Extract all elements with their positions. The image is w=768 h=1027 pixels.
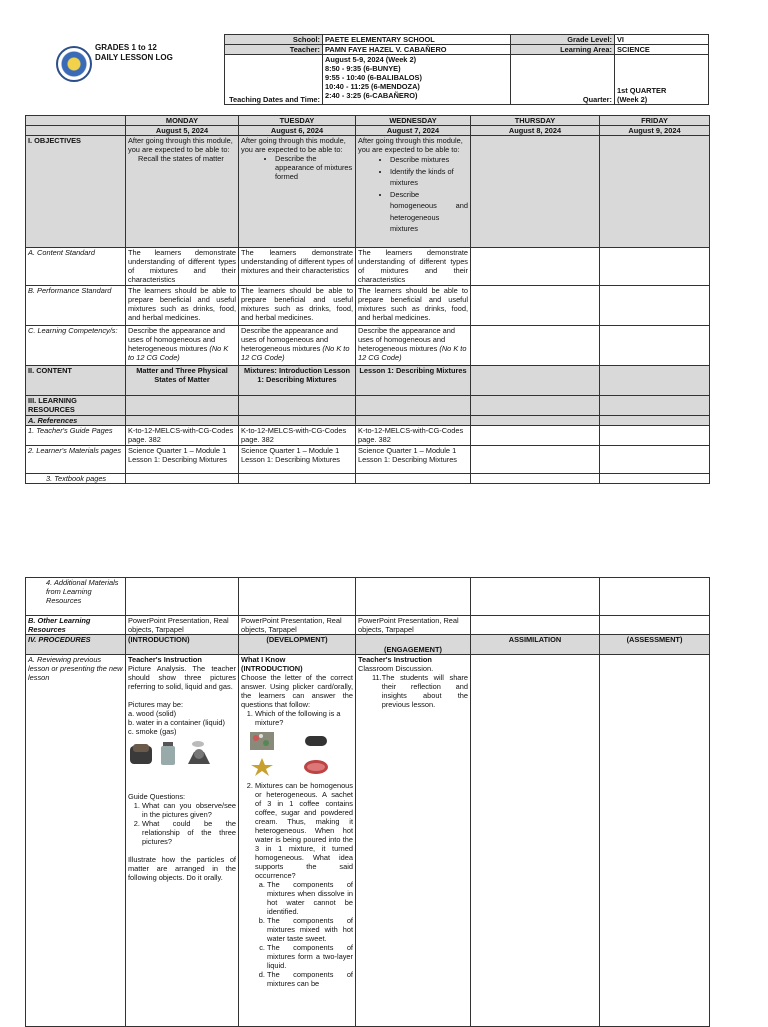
empty-cell [356,578,471,616]
empty-cell [471,616,600,635]
content-standard-tue: The learners demonstrate understanding of different types of mixtures and their characteristics [239,248,356,286]
performance-standard-label: B. Performance Standard [26,286,126,326]
objectives-tuesday [239,136,356,248]
mixture-option-image [249,731,275,751]
school-value: PAETE ELEMENTARY SCHOOL [323,35,511,45]
empty-cell [126,474,239,484]
phase-monday: (INTRODUCTION) [126,635,239,655]
competency-wed [356,326,471,366]
empty-cell [471,655,600,1027]
date-line: August 5-9, 2024 (Week 2) [325,55,417,64]
review-label: A. Reviewing previous lesson or presenting the new lesson [26,655,126,1027]
mon-heading: Teacher's Instruction [128,655,202,664]
content-standard-wed: The learners demonstrate understanding of different types of mixtures and their characteristics [356,248,471,286]
empty-cell [471,326,600,366]
performance-standard-wed: The learners should be able to prepare beneficial and useful mixtures such as drinks, food, and herbal medicines. [356,286,471,326]
log-title-block [95,43,173,63]
corner-cell [26,116,126,126]
empty-cell [471,286,600,326]
day-friday: FRIDAY [600,116,710,126]
objectives-label: I. OBJECTIVES [26,136,126,248]
empty-cell [126,416,239,426]
content-monday: Matter and Three Physical States of Matter [126,366,239,396]
main-table-page2 [25,577,710,1027]
review-monday [126,655,239,1027]
review-tuesday [239,655,356,1027]
wed-numbered-item [358,673,468,709]
competency-text: Describe the appearance and uses of homogeneous and heterogeneous mixtures [241,326,338,353]
competency-label: C. Learning Competency/s: [26,326,126,366]
deped-seal-logo [56,46,92,82]
empty-cell [239,578,356,616]
day-thursday: THURSDAY [471,116,600,126]
empty-cell [600,426,710,446]
textbook-label: 3. Textbook pages [26,474,126,484]
quarter-week: (Week 2) [617,95,648,104]
guide-questions-label: Guide Questions: [128,792,186,801]
mixture-option-image [249,757,275,777]
competency-text: Describe the appearance and uses of homogeneous and heterogeneous mixtures [128,326,225,353]
objectives-monday [126,136,239,248]
empty-cell [600,396,710,416]
other-tuesday: PowerPoint Presentation, Real objects, Tarpapel [239,616,356,635]
phase-tuesday: (DEVELOPMENT) [239,635,356,655]
phase-friday: (ASSESSMENT) [600,635,710,655]
day-wednesday: WEDNESDAY [356,116,471,126]
grade-label: Grade Level: [511,35,615,45]
tg-wednesday: K-to-12-MELCS-with-CG-Codes page. 382 [356,426,471,446]
quarter-label: Quarter: [511,55,615,105]
obj-intro: After going through this module, you are expected to be able to: [358,136,463,154]
empty-cell [471,416,600,426]
empty-cell [471,366,600,396]
empty-cell [600,248,710,286]
mon-pictures-label: Pictures may be: [128,700,184,709]
empty-cell [600,326,710,366]
procedures-label: IV. PROCEDURES [26,635,126,655]
smoke-kettle-image [182,740,212,766]
grades-label: GRADES 1 to 12 [95,43,157,52]
area-value: SCIENCE [615,45,709,55]
guide-question: 1. What can you observe/see in the pictures given? [142,801,236,819]
empty-cell [471,578,600,616]
obj-intro: After going through this module, you are expected to be able to: [128,136,233,154]
log-title: DAILY LESSON LOG [95,53,173,62]
other-resources-label: B. Other Learning Resources [26,616,126,635]
content-wednesday: Lesson 1: Describing Mixtures [356,366,471,396]
performance-standard-mon: The learners should be able to prepare beneficial and useful mixtures such as drinks, food, and herbal medicines. [126,286,239,326]
content-tuesday: Mixtures: Introduction Lesson 1: Describing Mixtures [239,366,356,396]
tue-question: 1. Which of the following is a mixture? [255,709,353,727]
main-table-page1 [25,115,710,484]
empty-cell [239,474,356,484]
date-monday: August 5, 2024 [126,126,239,136]
answer-option: b. The components of mixtures mixed with hot water taste sweet. [267,916,353,943]
objectives-wednesday [356,136,471,248]
obj-intro: After going through this module, you are expected to be able to: [241,136,346,154]
dates-label: Teaching Dates and Time: [225,55,323,105]
resources-label: III. LEARNING RESOURCES [26,396,126,416]
mon-list-item: a. wood (solid) [128,709,177,718]
phase-thursday: ASSIMILATION [471,635,600,655]
competency-note: (No K to 12 CG Code) [128,344,229,362]
objectives-friday [600,136,710,248]
empty-cell [600,474,710,484]
teacher-label: Teacher: [225,45,323,55]
tg-monday: K-to-12-MELCS-with-CG-Codes page. 382 [126,426,239,446]
empty-cell [600,366,710,396]
answer-option: d. The components of mixtures can be [267,970,353,988]
obj-item: • Describe the appearance of mixtures formed [275,154,353,181]
lm-monday: Science Quarter 1 – Module 1 Lesson 1: Describing Mixtures [126,446,239,474]
mon-list-item: c. smoke (gas) [128,727,177,736]
date-friday: August 9, 2024 [600,126,710,136]
empty-cell [471,446,600,474]
phase-wednesday: (ENGAGEMENT) [356,635,471,655]
wed-paragraph: Classroom Discussion. [358,664,434,673]
teachers-guide-label: 1. Teacher's Guide Pages [26,426,126,446]
other-wednesday: PowerPoint Presentation, Real objects, Tarpapel [356,616,471,635]
obj-monday-item: Recall the states of matter [138,154,224,163]
learners-materials-label: 2. Learner's Materials pages [26,446,126,474]
mon-paragraph: Picture Analysis. The teacher should show three pictures referring to solid, liquid and gas. [128,664,236,691]
content-standard-label: A. Content Standard [26,248,126,286]
wed-item-number: 11. [372,673,382,682]
mixture-option-image [303,731,329,751]
obj-item: • Identify the kinds of mixtures [390,166,468,189]
tue-question: 2. Mixtures can be homogenous or heterogeneous. A sachet of 3 in 1 coffee contains coffee, sugar and powdered cream. Thus, making it heterogeneous. When hot water is being poured into the 3 in 1 mixture, it turned homogeneous. What idea supports the said occurrence? [255,781,353,880]
empty-cell [600,616,710,635]
review-wednesday [356,655,471,1027]
empty-cell [356,416,471,426]
empty-cell [471,474,600,484]
empty-cell [600,446,710,474]
day-tuesday: TUESDAY [239,116,356,126]
other-monday: PowerPoint Presentation, Real objects, Tarpapel [126,616,239,635]
answer-option: c. The components of mixtures form a two-layer liquid. [267,943,353,970]
grade-value: VI [615,35,709,45]
mixture-pictures [249,731,345,777]
competency-note: (No K to 12 CG Code) [241,344,350,362]
competency-text: Describe the appearance and uses of homogeneous and heterogeneous mixtures [358,326,455,353]
time-line: 9:55 - 10:40 (6-BALIBALOS) [325,73,422,82]
corner-cell [26,126,126,136]
date-wednesday: August 7, 2024 [356,126,471,136]
empty-cell [471,248,600,286]
header-table [224,34,709,105]
obj-item: • Describe homogeneous and heterogeneous mixtures [390,189,468,235]
mon-illustrate-text: Illustrate how the particles of matter are arranged in the following objects. Do it orally. [128,855,236,882]
empty-cell [239,416,356,426]
school-label: School: [225,35,323,45]
tue-instructions: Choose the letter of the correct answer. Using plicker card/orally, the learners can answer the questions that follow: [241,673,353,709]
tue-subheading: (INTRODUCTION) [241,664,303,673]
empty-cell [239,396,356,416]
wed-item-text: The students will share their reflection and insights about the previous lesson. [381,673,468,709]
time-line: 2:40 - 3:25 (6-CABAÑERO) [325,91,418,100]
references-label: A. References [26,416,126,426]
wed-heading: Teacher's Instruction [358,655,432,664]
time-line: 10:40 - 11:25 (6-MENDOZA) [325,82,420,91]
content-standard-mon: The learners demonstrate understanding of different types of mixtures and their characteristics [126,248,239,286]
performance-standard-tue: The learners should be able to prepare beneficial and useful mixtures such as drinks, food, and herbal medicines. [239,286,356,326]
lm-wednesday: Science Quarter 1 – Module 1 Lesson 1: Describing Mixtures [356,446,471,474]
date-thursday: August 8, 2024 [471,126,600,136]
lm-tuesday: Science Quarter 1 – Module 1 Lesson 1: Describing Mixtures [239,446,356,474]
quarter-text: 1st QUARTER [617,86,667,95]
competency-tue [239,326,356,366]
empty-cell [471,426,600,446]
empty-cell [471,396,600,416]
empty-cell [600,416,710,426]
empty-cell [126,396,239,416]
tg-tuesday: K-to-12-MELCS-with-CG-Codes page. 382 [239,426,356,446]
empty-cell [600,655,710,1027]
empty-cell [600,286,710,326]
state-pictures [128,740,236,766]
empty-cell [600,578,710,616]
water-container-image [160,740,176,766]
mon-list-item: b. water in a container (liquid) [128,718,225,727]
content-label: II. CONTENT [26,366,126,396]
teacher-value: PAMN FAYE HAZEL V. CABAÑERO [323,45,511,55]
empty-cell [356,474,471,484]
date-tuesday: August 6, 2024 [239,126,356,136]
empty-cell [356,396,471,416]
time-line: 8:50 - 9:35 (6-BUNYE) [325,64,401,73]
dates-value [323,55,511,105]
obj-item: • Describe mixtures [390,154,468,166]
empty-cell [126,578,239,616]
answer-option: a. The components of mixtures when dissolve in hot water cannot be identified. [267,880,353,916]
day-monday: MONDAY [126,116,239,126]
wood-image [128,740,154,766]
area-label: Learning Area: [511,45,615,55]
quarter-value [615,55,709,105]
tue-heading: What I Know [241,655,286,664]
competency-note: (No K to 12 CG Code) [358,344,467,362]
objectives-thursday [471,136,600,248]
mixture-option-image [303,757,329,777]
additional-materials-label: 4. Additional Materials from Learning Resources [26,578,126,616]
competency-mon [126,326,239,366]
guide-question: 2. What could be the relationship of the three pictures? [142,819,236,846]
